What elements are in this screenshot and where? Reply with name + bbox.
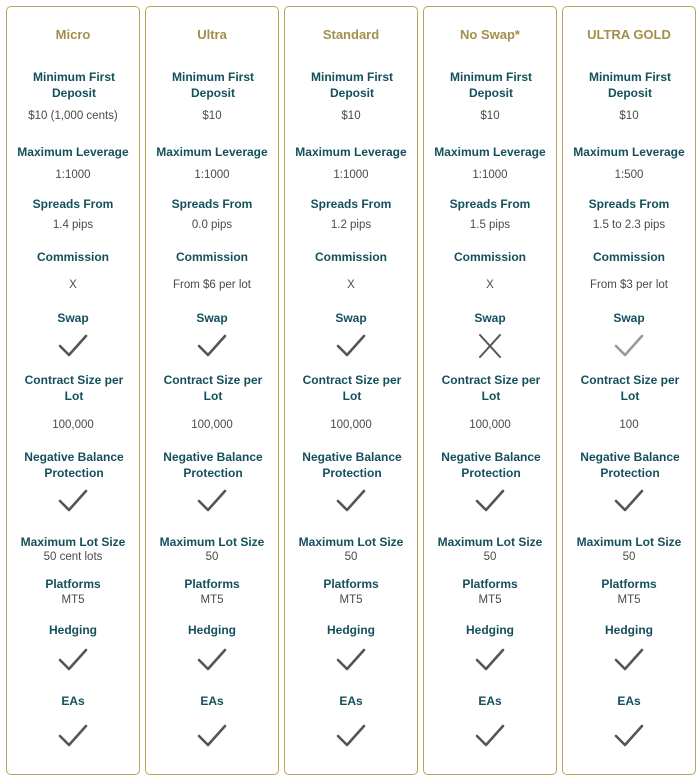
- account-name: ULTRA GOLD: [587, 27, 671, 42]
- eas-label: EAs: [61, 694, 85, 708]
- spreads-value: 1.5 pips: [469, 219, 511, 231]
- commission-label: Commission: [453, 250, 526, 264]
- platforms-label: Platforms: [462, 577, 518, 591]
- max-lot-value: 50: [483, 551, 497, 563]
- hedging-label: Hedging: [605, 623, 653, 637]
- swap-label: Swap: [474, 311, 506, 325]
- swap-label: Swap: [335, 311, 367, 325]
- platforms-label: Platforms: [601, 577, 657, 591]
- max-leverage-label: Maximum Leverage: [295, 145, 407, 159]
- account-card: [145, 6, 279, 775]
- hedging-label: Hedging: [327, 623, 375, 637]
- max-leverage-label: Maximum Leverage: [156, 145, 268, 159]
- account-name: Micro: [55, 27, 91, 42]
- nbp-check-icon: [563, 488, 695, 516]
- swap-cross-icon: [424, 333, 556, 361]
- nbp-check-icon: [285, 488, 417, 516]
- contract-size-label: Contract Size per Lot: [441, 373, 541, 403]
- max-leverage-value: 1:1000: [194, 169, 230, 181]
- contract-size-value: 100,000: [52, 419, 94, 431]
- nbp-label: Negative Balance Protection: [580, 450, 680, 480]
- hedging-check-icon: [146, 647, 278, 675]
- contract-size-label: Contract Size per Lot: [580, 373, 680, 403]
- platforms-label: Platforms: [184, 577, 240, 591]
- spreads-value: 0.0 pips: [191, 219, 233, 231]
- max-leverage-label: Maximum Leverage: [434, 145, 546, 159]
- commission-label: Commission: [592, 250, 665, 264]
- commission-value: X: [486, 279, 494, 291]
- contract-size-label: Contract Size per Lot: [302, 373, 402, 403]
- eas-label: EAs: [200, 694, 224, 708]
- min-deposit-value: $10: [619, 110, 639, 122]
- swap-label: Swap: [57, 311, 89, 325]
- hedging-check-icon: [424, 647, 556, 675]
- min-deposit-label: Minimum First Deposit: [588, 70, 671, 100]
- min-deposit-value: $10: [480, 110, 500, 122]
- nbp-label: Negative Balance Protection: [302, 450, 402, 480]
- eas-label: EAs: [478, 694, 502, 708]
- account-name: Standard: [322, 27, 380, 42]
- eas-check-icon: [285, 723, 417, 751]
- account-name: No Swap*: [460, 27, 520, 42]
- eas-check-icon: [146, 723, 278, 751]
- hedging-label: Hedging: [466, 623, 514, 637]
- max-lot-label: Maximum Lot Size: [576, 535, 682, 549]
- platforms-label: Platforms: [45, 577, 101, 591]
- max-leverage-value: 1:1000: [55, 169, 91, 181]
- min-deposit-label: Minimum First Deposit: [449, 70, 532, 100]
- max-lot-label: Maximum Lot Size: [437, 535, 543, 549]
- max-lot-value: 50: [205, 551, 219, 563]
- max-lot-label: Maximum Lot Size: [298, 535, 404, 549]
- swap-check-icon: [563, 333, 695, 361]
- min-deposit-label: Minimum First Deposit: [32, 70, 115, 100]
- commission-value: From $3 per lot: [590, 279, 668, 291]
- spreads-value: 1.2 pips: [330, 219, 372, 231]
- platforms-label: Platforms: [323, 577, 379, 591]
- max-lot-label: Maximum Lot Size: [20, 535, 126, 549]
- swap-label: Swap: [196, 311, 228, 325]
- hedging-label: Hedging: [49, 623, 97, 637]
- max-lot-value: 50: [344, 551, 358, 563]
- platforms-value: MT5: [61, 594, 85, 606]
- nbp-check-icon: [424, 488, 556, 516]
- eas-check-icon: [7, 723, 139, 751]
- min-deposit-value: $10: [341, 110, 361, 122]
- commission-value: X: [347, 279, 355, 291]
- min-deposit-value: $10: [202, 110, 222, 122]
- swap-check-icon: [7, 333, 139, 361]
- account-card: [284, 6, 418, 775]
- hedging-check-icon: [563, 647, 695, 675]
- min-deposit-label: Minimum First Deposit: [310, 70, 393, 100]
- spreads-value: 1.4 pips: [52, 219, 94, 231]
- eas-label: EAs: [617, 694, 641, 708]
- max-leverage-label: Maximum Leverage: [573, 145, 685, 159]
- eas-check-icon: [563, 723, 695, 751]
- max-lot-value: 50: [622, 551, 636, 563]
- contract-size-label: Contract Size per Lot: [163, 373, 263, 403]
- max-leverage-value: 1:1000: [333, 169, 369, 181]
- contract-size-label: Contract Size per Lot: [24, 373, 124, 403]
- nbp-check-icon: [7, 488, 139, 516]
- platforms-value: MT5: [617, 594, 641, 606]
- platforms-value: MT5: [478, 594, 502, 606]
- contract-size-value: 100,000: [469, 419, 511, 431]
- swap-check-icon: [285, 333, 417, 361]
- eas-check-icon: [424, 723, 556, 751]
- max-leverage-label: Maximum Leverage: [17, 145, 129, 159]
- spreads-label: Spreads From: [449, 197, 531, 211]
- max-leverage-value: 1:1000: [472, 169, 508, 181]
- commission-label: Commission: [314, 250, 387, 264]
- min-deposit-value: $10 (1,000 cents): [28, 110, 118, 122]
- max-lot-label: Maximum Lot Size: [159, 535, 265, 549]
- account-card: [562, 6, 696, 775]
- contract-size-value: 100,000: [330, 419, 372, 431]
- spreads-label: Spreads From: [310, 197, 392, 211]
- spreads-value: 1.5 to 2.3 pips: [592, 219, 666, 231]
- commission-value: From $6 per lot: [173, 279, 251, 291]
- nbp-label: Negative Balance Protection: [163, 450, 263, 480]
- platforms-value: MT5: [339, 594, 363, 606]
- commission-value: X: [69, 279, 77, 291]
- commission-label: Commission: [36, 250, 109, 264]
- nbp-check-icon: [146, 488, 278, 516]
- eas-label: EAs: [339, 694, 363, 708]
- spreads-label: Spreads From: [171, 197, 253, 211]
- nbp-label: Negative Balance Protection: [441, 450, 541, 480]
- swap-label: Swap: [613, 311, 645, 325]
- min-deposit-label: Minimum First Deposit: [171, 70, 254, 100]
- spreads-label: Spreads From: [32, 197, 114, 211]
- commission-label: Commission: [175, 250, 248, 264]
- hedging-label: Hedging: [188, 623, 236, 637]
- nbp-label: Negative Balance Protection: [24, 450, 124, 480]
- max-leverage-value: 1:500: [614, 169, 644, 181]
- spreads-label: Spreads From: [588, 197, 670, 211]
- contract-size-value: 100,000: [191, 419, 233, 431]
- hedging-check-icon: [285, 647, 417, 675]
- account-card: [423, 6, 557, 775]
- contract-size-value: 100: [619, 419, 639, 431]
- swap-check-icon: [146, 333, 278, 361]
- account-name: Ultra: [197, 27, 227, 42]
- max-lot-value: 50 cent lots: [43, 551, 103, 563]
- hedging-check-icon: [7, 647, 139, 675]
- account-card: [6, 6, 140, 775]
- platforms-value: MT5: [200, 594, 224, 606]
